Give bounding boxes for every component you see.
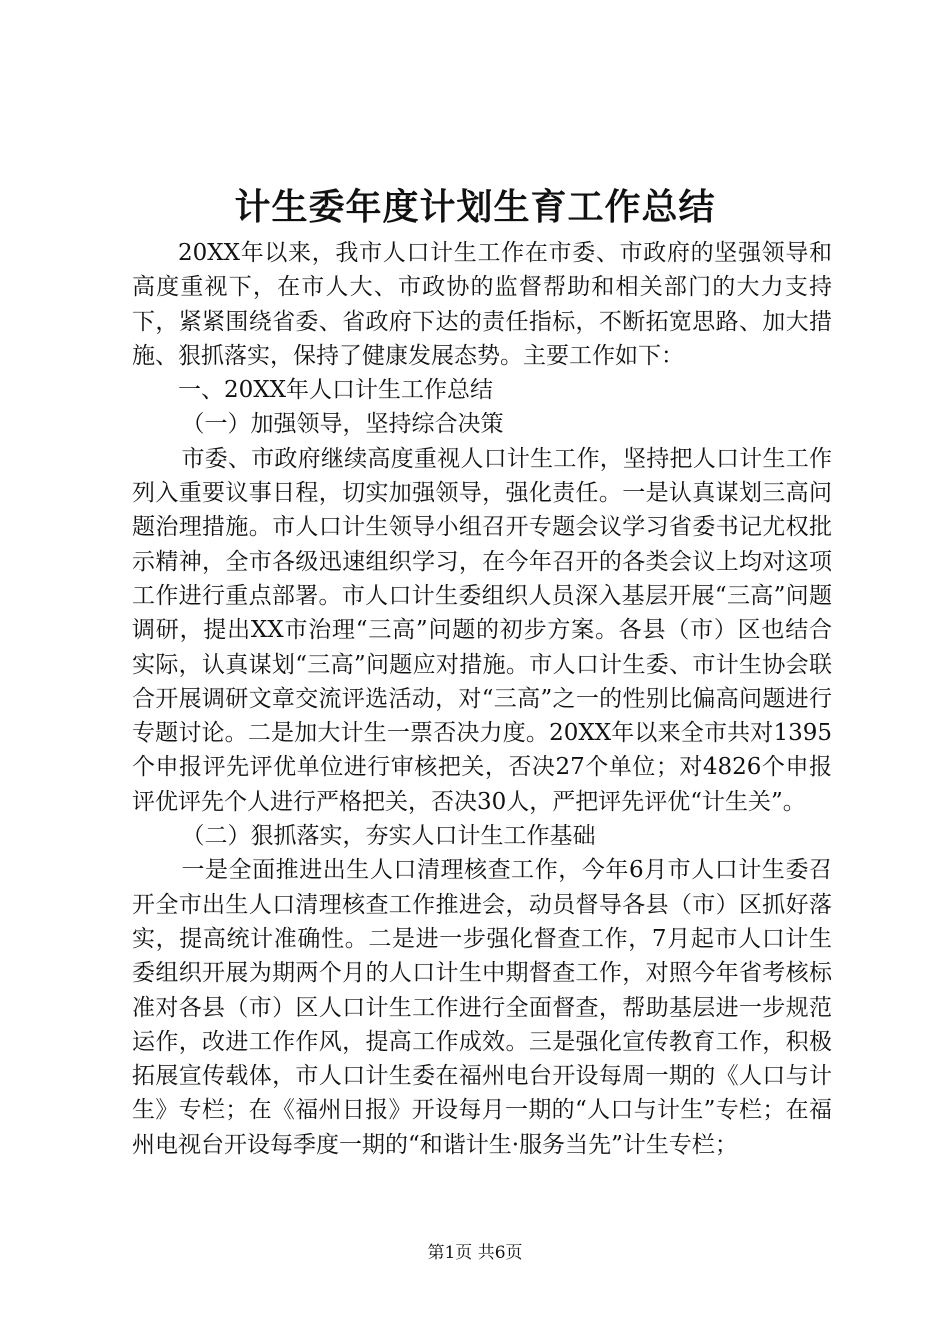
page-footer: 第1页 共6页 — [427, 1243, 523, 1263]
subsection-heading-1: （一）加强领导，坚持综合决策 — [181, 411, 504, 438]
section-heading-1: 一、20XX年人口计生工作总结 — [178, 377, 494, 404]
body-paragraph-2: 一是全面推进出生人口清理核查工作，今年6月市人口计生委召开全市出生人口清理核查工作推进会，动员督导各县（市）区抓好落实，提高统计准确性。二是进一步强化督查工作，7月起市人口计生委组织开展为期两个月的人口计生中期督查工作，对照今年省考核标准对各县（市）区人口计生工作进行全面督查，帮助基层进一步规范运作，改进工作作风，提高工作成效。三是强化宣传教育工作，积极拓展宣传载体，市人口计生委在福州电台开设每周一期的《人口与计生》专栏；在《福州日报》开设每月一期的“人口与计生”专栏；在福州电视台开设每季度一期的“和谐计生·服务当先”计生专栏； — [132, 857, 832, 1158]
body-paragraph-1: 市委、市政府继续高度重视人口计生工作，坚持把人口计生工作列入重要议事日程，切实加强领导，强化责任。一是认真谋划三高问题治理措施。市人口计生领导小组召开专题会议学习省委书记尤权批示精神，全市各级迅速组织学习，在今年召开的各类会议上均对这项工作进行重点部署。市人口计生委组织人员深入基层开展“三高”问题调研，提出XX市治理“三高”问题的初步方案。各县（市）区也结合实际，认真谋划“三高”问题应对措施。市人口计生委、市计生协会联合开展调研文章交流评选活动，对“三高”之一的性别比偏高问题进行专题讨论。二是加大计生一票否决力度。20XX年以来全市共对1395个申报评先评优单位进行审核把关，否决27个单位；对4826个申报评优评先个人进行严格把关，否决30人，严把评先评优“计生关”。 — [132, 445, 832, 815]
subsection-heading-2: （二）狠抓落实，夯实人口计生工作基础 — [181, 823, 596, 850]
intro-paragraph: 20XX年以来，我市人口计生工作在市委、市政府的坚强领导和高度重视下，在市人大、市政协的监督帮助和相关部门的大力支持下，紧紧围绕省委、省政府下达的责任指标，不断拓宽思路、加大措施、狠抓落实，保持了健康发展态势。主要工作如下： — [132, 240, 832, 369]
document-body — [132, 236, 832, 1162]
document-title: 计生委年度计划生育工作总结 — [234, 186, 716, 228]
